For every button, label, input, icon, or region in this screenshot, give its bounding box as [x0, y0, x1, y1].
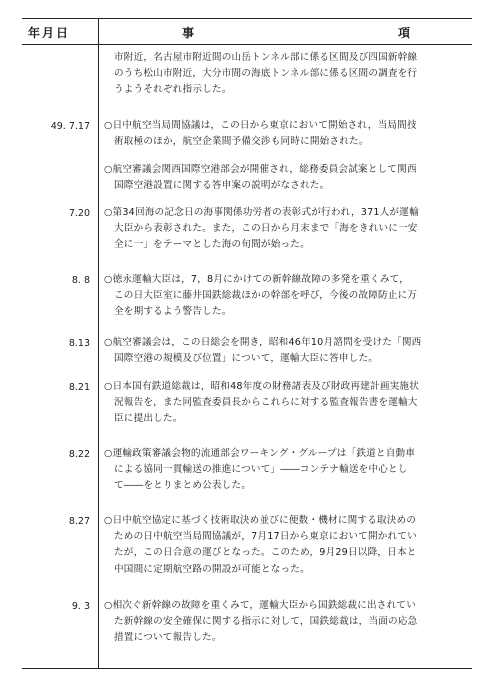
entry-line: 措置について報告した。 — [114, 632, 222, 644]
entry — [104, 379, 476, 428]
entry-line: 臣に提出した。 — [114, 413, 183, 425]
header-item: 項 — [398, 26, 411, 40]
entry-line: ○徳永運輸大臣は，7，8月にかけての新幹線故障の多発を重くみて， — [104, 274, 410, 285]
entry — [104, 272, 476, 321]
entry-line: た新幹線の安全確保に関する指示に対して，国鉄総裁は，当面の応急 — [114, 616, 418, 628]
entry-line: ○相次ぐ新幹線の故障を重くみて，運輸大臣から国鉄総裁に出されてい — [104, 600, 416, 611]
entry — [104, 162, 476, 194]
entry-date: 8.27 — [68, 516, 90, 527]
entry-line: による協同一貫輸送の推進について」――コンテナ輸送を中心とし — [114, 464, 408, 476]
entry — [104, 205, 476, 254]
table-top-rule — [22, 18, 472, 19]
entry-line: 全を期するよう警告した。 — [114, 306, 232, 318]
entry-date: 8.13 — [68, 338, 90, 349]
entry-line: 市附近，名古屋市附近間の山岳トンネル部に係る区間及び四国新幹線 — [114, 52, 418, 63]
entry-continued — [104, 50, 476, 99]
table-bottom-rule — [22, 668, 472, 669]
entry-date: 49. 7.17 — [50, 121, 90, 132]
entry-line: 中国間に定期航空路の開設が可能となった。 — [114, 563, 310, 575]
entry-line: ○運輸政策審議会物的流通部会ワーキング・グループは「鉄道と自動車 — [104, 448, 416, 459]
column-divider — [98, 19, 99, 668]
entry-date: 8. 8 — [71, 275, 90, 286]
entry — [104, 118, 476, 150]
entry-line: 全に一」をテーマとした海の旬間が始った。 — [114, 239, 310, 251]
entry — [104, 513, 476, 578]
header-matter: 事 — [182, 26, 195, 40]
entry-line: のうち松山市附近，大分市間の海底トンネル部に係る区間の調査を行 — [114, 68, 418, 80]
entry-line: この日大臣室に藤井国鉄総裁ほかの幹部を呼び，今後の故障防止に万 — [114, 290, 418, 302]
entry-line: うようそれぞれ指示した。 — [114, 84, 232, 96]
entry-line: 大臣から表彰された。また，この日から月末まで「海をきれいに一安 — [114, 223, 418, 235]
entry-line: 況報告を，また同監査委員長からこれらに対する監査報告書を運輸大 — [114, 397, 418, 409]
entry-date: 7.20 — [68, 208, 90, 219]
entry-line: 国際空港設置に関する答申案の説明がなされた。 — [114, 180, 330, 192]
entry-line: て――をとりまとめ公表した。 — [114, 480, 252, 492]
entry — [104, 598, 476, 647]
entry-line: たが，この日合意の運びとなった。このため，9月29日以降，日本と — [114, 547, 417, 559]
entry-date: 8.22 — [68, 449, 90, 460]
entry — [104, 446, 476, 495]
entry-date: 8.21 — [68, 382, 90, 393]
entry-line: ○航空審議会は，この日総会を開き，昭和46年10月諮問を受けた「関西 — [104, 337, 422, 348]
entry-line: ○日中航空当局間協議は，この日から東京において開始され，当局間技 — [104, 120, 417, 131]
entry-line: ○航空審議会関西国際空港部会が開催され，総務委員会試案として関西 — [104, 164, 417, 175]
entry-line: ○第34回海の記念日の海事関係功労者の表彰式が行われ，371人が運輸 — [104, 207, 419, 218]
entry-line: ○日中航空協定に基づく技術取決め並びに便数・機材に関する取決めの — [104, 515, 417, 526]
header-date: 年月日 — [28, 26, 71, 40]
entry-line: ための日中航空当局間協議が，7月17日から東京において開かれてい — [114, 531, 417, 543]
entry-date: 9. 3 — [71, 601, 90, 612]
entry-line: 国際空港の規模及び位置」について，運輸大臣に答申した。 — [114, 353, 379, 365]
entry-line: 術取極のほか，航空企業間予備交渉も同時に開始された。 — [114, 136, 369, 148]
entry-line: ○日本国有鉄道総裁は，昭和48年度の財務諸表及び財政再建計画実施状 — [104, 381, 419, 392]
table-header-rule — [22, 44, 472, 45]
entry — [104, 335, 476, 367]
